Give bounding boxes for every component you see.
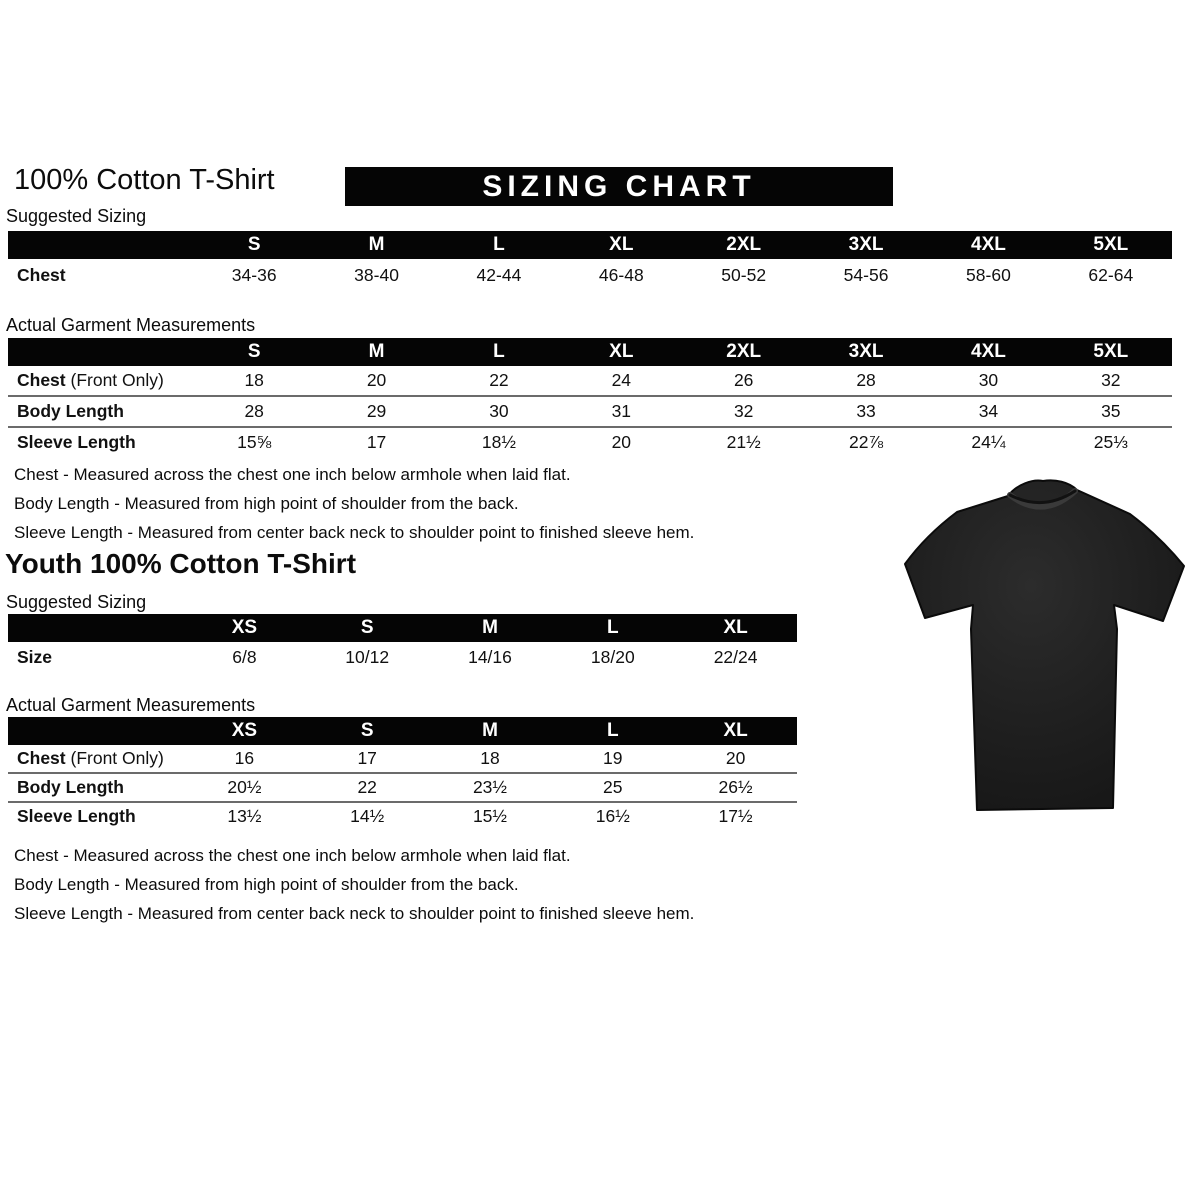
note-body-length: Body Length - Measured from high point of shoulder from the back. <box>14 494 519 513</box>
cell-value: 32 <box>1101 370 1121 390</box>
column-header-xl: XL <box>609 341 634 362</box>
cell-value: 34-36 <box>231 264 277 285</box>
column-header-3xl: 3XL <box>848 341 884 362</box>
cell-value: 16½ <box>595 806 630 826</box>
cell-value: 18 <box>480 748 500 768</box>
column-header-s: S <box>360 720 374 741</box>
table-row <box>8 426 1172 457</box>
column-header-xl: XL <box>723 617 748 638</box>
cell-value: 26½ <box>718 777 753 797</box>
cell-value: 14½ <box>350 806 385 826</box>
tshirt-image <box>893 472 1193 828</box>
adult-measurement-notes <box>14 460 694 547</box>
cell-value: 18½ <box>481 432 516 452</box>
column-header-m: M <box>482 617 498 638</box>
column-header-xs: XS <box>231 617 258 638</box>
column-header-l: L <box>493 341 505 362</box>
cell-value: 38-40 <box>354 264 399 285</box>
cell-value: 13½ <box>227 806 262 826</box>
cell-value: 30 <box>978 370 999 390</box>
cell-value: 22/24 <box>713 647 758 667</box>
cell-value: 33 <box>856 401 876 421</box>
column-header-s: S <box>247 341 261 362</box>
note-chest: Chest - Measured across the chest one inch below armhole when laid flat. <box>14 465 571 484</box>
row-label: Chest (Front Only) <box>17 370 164 390</box>
cell-value: 24 <box>611 370 632 390</box>
cell-value: 17½ <box>718 806 753 826</box>
cell-value: 21½ <box>726 432 761 452</box>
table-row <box>8 745 797 772</box>
column-header-s: S <box>360 617 374 638</box>
column-header-5xl: 5XL <box>1093 234 1129 255</box>
cell-value: 28 <box>856 370 876 390</box>
row-label: Body Length <box>17 401 124 421</box>
cell-value: 14/16 <box>468 647 512 667</box>
table-row <box>8 772 797 801</box>
column-header-l: L <box>606 617 619 638</box>
cell-value: 15⅝ <box>237 432 272 452</box>
table-header-row <box>8 717 797 745</box>
cell-value: 25⅓ <box>1093 432 1128 452</box>
row-label: Chest (Front Only) <box>17 748 164 768</box>
black-tshirt-graphic <box>893 472 1193 828</box>
cell-value: 16 <box>234 748 255 768</box>
row-label: Body Length <box>17 777 124 797</box>
column-header-4xl: 4XL <box>971 341 1006 362</box>
column-header-m: M <box>368 234 385 255</box>
table-header-row <box>8 614 797 642</box>
cell-value: 20 <box>611 432 632 452</box>
column-header-2xl: 2XL <box>726 234 762 255</box>
youth-suggested-sizing-table <box>8 614 797 673</box>
youth-measurement-notes <box>14 841 694 928</box>
cell-value: 25 <box>603 777 623 797</box>
row-label: Sleeve Length <box>17 806 136 826</box>
cell-value: 31 <box>611 401 632 421</box>
cell-value: 17 <box>357 748 377 768</box>
adult-actual-measurements-table <box>8 338 1172 457</box>
cell-value: 54-56 <box>843 264 889 285</box>
table-header-row <box>8 338 1172 366</box>
cell-value: 18/20 <box>590 647 635 667</box>
cell-value: 22 <box>357 777 377 797</box>
column-header-2xl: 2XL <box>726 341 762 362</box>
cell-value: 6/8 <box>232 647 257 667</box>
cell-value: 22⅞ <box>849 432 884 452</box>
row-label: Size <box>17 647 53 667</box>
column-header-xs: XS <box>231 720 258 741</box>
table-row <box>8 642 797 673</box>
cell-value: 29 <box>366 401 387 421</box>
cell-value: 20 <box>366 370 387 390</box>
column-header-xl: XL <box>609 234 634 255</box>
cell-value: 50-52 <box>721 264 767 285</box>
cell-value: 18 <box>244 370 264 390</box>
cell-value: 26 <box>733 370 754 390</box>
table-row <box>8 395 1172 426</box>
column-header-m: M <box>368 341 385 362</box>
column-header-5xl: 5XL <box>1093 341 1129 362</box>
youth-actual-measurements-label: Actual Garment Measurements <box>6 695 256 715</box>
cell-value: 32 <box>733 401 754 421</box>
note-sleeve-length: Sleeve Length - Measured from center back neck to shoulder point to finished sleeve hem. <box>14 904 695 923</box>
cell-value: 15½ <box>472 806 508 826</box>
cell-value: 35 <box>1101 401 1121 421</box>
cell-value: 46-48 <box>598 264 644 285</box>
cell-value: 42-44 <box>476 264 522 285</box>
table-row <box>8 801 797 830</box>
sizing-chart-banner: SIZING CHART <box>345 167 893 206</box>
adult-actual-measurements-label: Actual Garment Measurements <box>6 315 256 335</box>
cell-value: 10/12 <box>345 647 390 667</box>
table-header-row <box>8 231 1172 259</box>
column-header-4xl: 4XL <box>971 234 1006 255</box>
table-row <box>8 259 1172 291</box>
youth-section-title: Youth 100% Cotton T-Shirt <box>5 548 357 579</box>
page-title: 100% Cotton T-Shirt <box>14 164 275 196</box>
cell-value: 20½ <box>227 777 262 797</box>
cell-value: 30 <box>489 401 509 421</box>
cell-value: 17 <box>366 432 387 452</box>
cell-value: 34 <box>978 401 999 421</box>
adult-suggested-sizing-label: Suggested Sizing <box>6 206 147 226</box>
table-row <box>8 366 1172 395</box>
column-header-3xl: 3XL <box>848 234 884 255</box>
cell-value: 62-64 <box>1088 264 1134 285</box>
column-header-m: M <box>482 720 498 741</box>
cell-value: 28 <box>244 401 264 421</box>
column-header-xl: XL <box>723 720 748 741</box>
note-sleeve-length: Sleeve Length - Measured from center back neck to shoulder point to finished sleeve hem. <box>14 523 695 542</box>
cell-value: 20 <box>725 748 746 768</box>
row-label: Chest <box>17 264 66 285</box>
cell-value: 24¼ <box>971 432 1006 452</box>
row-label: Sleeve Length <box>17 432 136 452</box>
note-body-length: Body Length - Measured from high point of shoulder from the back. <box>14 875 519 894</box>
note-chest: Chest - Measured across the chest one inch below armhole when laid flat. <box>14 846 571 865</box>
youth-actual-measurements-table <box>8 717 797 830</box>
column-header-l: L <box>606 720 619 741</box>
cell-value: 23½ <box>472 777 508 797</box>
cell-value: 22 <box>489 370 509 390</box>
youth-suggested-sizing-label: Suggested Sizing <box>6 592 147 612</box>
cell-value: 19 <box>603 748 623 768</box>
column-header-s: S <box>247 234 261 255</box>
adult-suggested-sizing-table <box>8 231 1172 291</box>
column-header-l: L <box>493 234 505 255</box>
cell-value: 58-60 <box>966 264 1011 285</box>
